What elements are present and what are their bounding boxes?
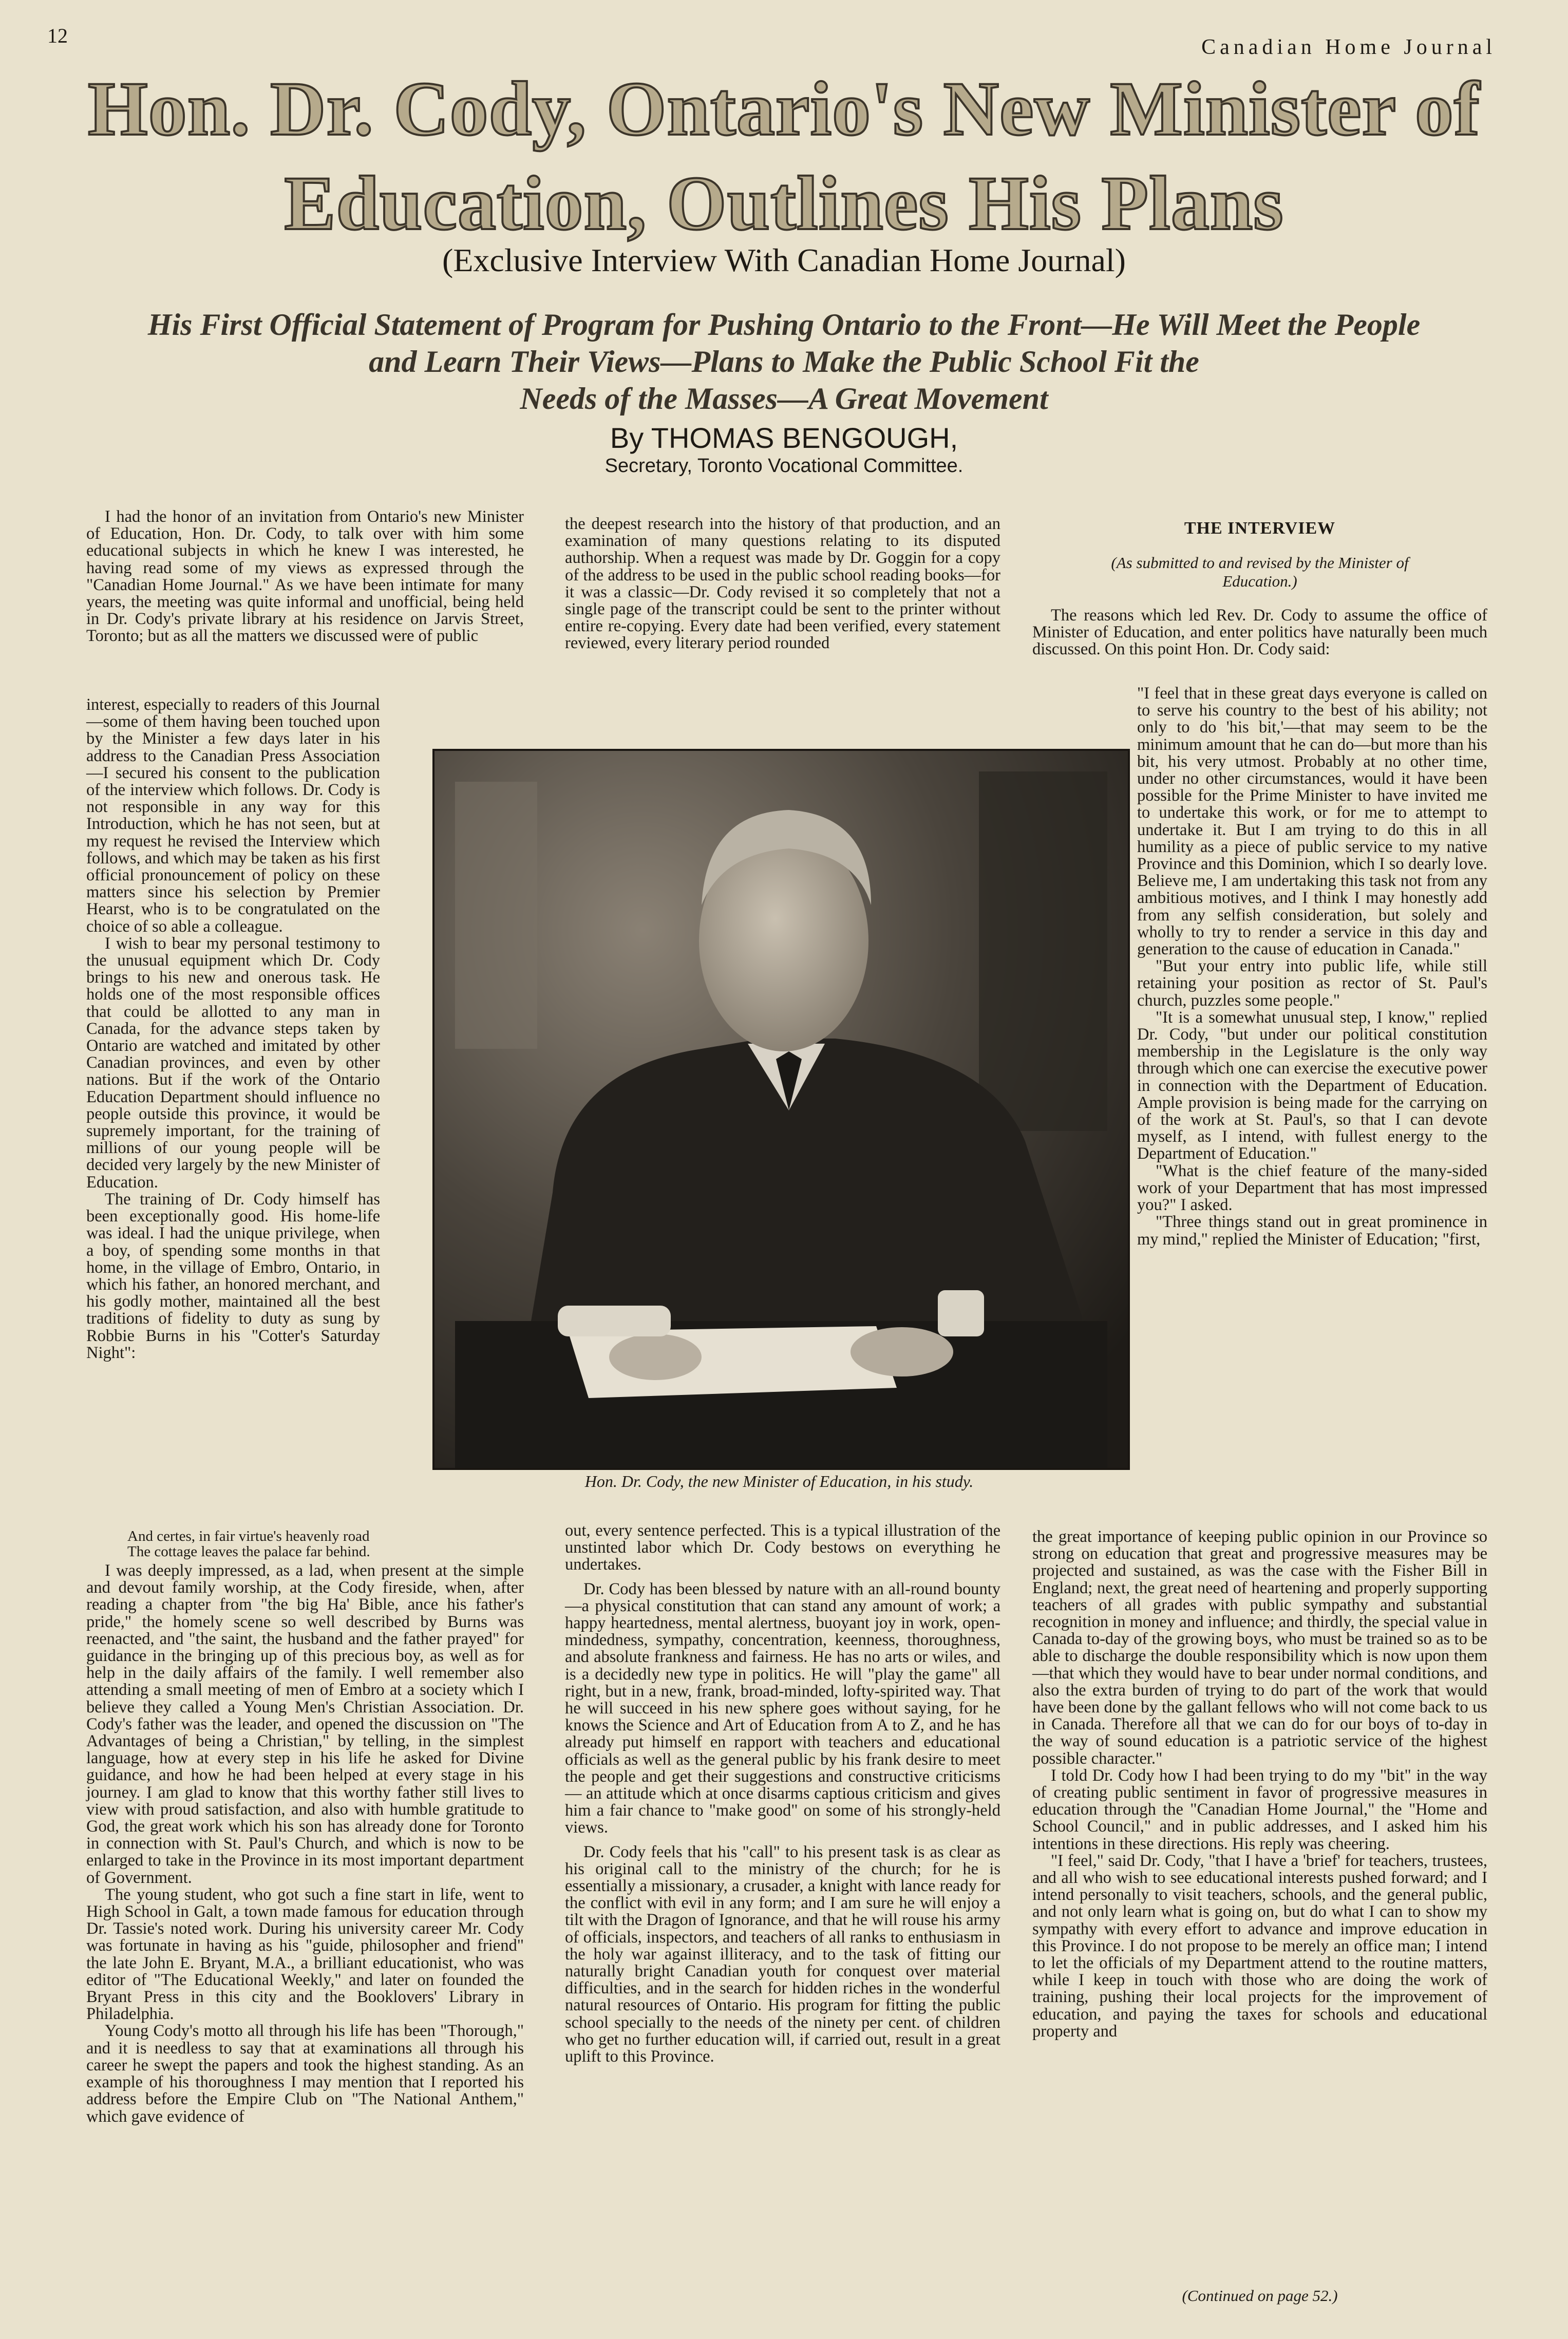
- paragraph: I told Dr. Cody how I had been trying to do my "bit" in the way of creating public sentiment in favor of progressive measures in education through the "Canadian Home Journal," the "Home and School Council," and in public addresses, and I asked him his intentions in these directions. His reply was cheering.: [1032, 1766, 1487, 1853]
- paragraph: out, every sentence perfected. This is a typical illustration of the unstinted labor which Dr. Cody bestows on everything he undertakes.: [565, 1521, 1000, 1574]
- poem-quote: [86, 1529, 565, 1559]
- headline-line-2: Education, Outlines His Plans: [284, 161, 1284, 246]
- portrait-photo: [432, 749, 1130, 1470]
- poem-line: The cottage leaves the palace far behind.: [127, 1543, 370, 1560]
- paragraph: I had the honor of an invitation from Ontario's new Minister of Education, Hon. Dr. Cody, to talk over with him some educational subjects in which he knew I was interested, he having read some of my views as expressed through the "Canadian Home Journal." As we have been intimate for many years, the meeting was quite informal and unofficial, being held in Dr. Cody's private library at his residence on Jarvis Street, Toronto; but as all the matters we discussed were of public: [86, 507, 524, 646]
- paragraph: interest, especially to readers of this Journal—some of them having been touched upon by the Minister a few days later in his address to the Canadian Press Association—I secured his consent to the publication of the interview which follows. Dr. Cody is not responsible in any way for this Introduction, which he has not seen, but at my request he revised the Interview which follows, and which may be taken as his first official pronouncement of policy on these matters since his selection by Premier Hearst, who is to be congratulated on the choice of so able a colleague.: [86, 695, 380, 936]
- paragraph: "I feel," said Dr. Cody, "that I have a 'brief' for teachers, trustees, and all who wish to see educational interests pushed forward; and I intend personally to visit teachers, schools, and the general public, and not only learn what is going on, but do what I can to show my sympathy with every effort to advance and improve education in this Province. I do not propose to be merely an office man; I intend to let the officials of my Department attend to the routine matters, while I keep in touch with those who are doing the work of training, pushing their local projects for the improvement of education, and paying the taxes for schools and educational property and: [1032, 1851, 1487, 2041]
- paragraph: Dr. Cody has been blessed by nature with an all-round bounty—a physical constitution that can stand any amount of work; a happy heartedness, mental alertness, buoyant joy in work, open-mindedness, sympathy, concentration, keenness, thoroughness, and absolute frankness and fairness. He has no arts or wiles, and is a decidedly new type in politics. He will "play the game" all right, but in a new, frank, broad-minded, lofty-spirited way. That he will succeed in his new sphere goes without saying, for he knows the Science and Art of Education from A to Z, and he has already put himself en rapport with teachers and educational officials as well as the general public by his frank desire to meet the people and get their suggestions and constructive criticisms — an attitude which at once disarms captious criticism and gives him a fair chance to "make good" on some of his strongly-held views.: [565, 1579, 1000, 1837]
- poem-line: And certes, in fair virtue's heavenly road: [127, 1528, 370, 1544]
- paragraph: "Three things stand out in great prominence in my mind," replied the Minister of Education; "first,: [1137, 1213, 1487, 1249]
- column-2-top: [565, 516, 1000, 652]
- paragraph: "I feel that in these great days everyone is called on to serve his country to the best of his ability; not only to do 'his bit,'—that may seem to be the minimum amount that he can do—but more than his bit, his very utmost. Probably at no other time, under no other circumstances, would it have been possible for the Prime Minister to have invited me to undertake this work, or for me to attempt to undertake it. But I am trying to do this in all humility as a piece of public service to my native Province and this Dominion, which I so dearly love. Believe me, I am undertaking this task not from any ambitious motives, and I think I may honestly add from any selfish consideration, but solely and wholly to try to render a service in this day and generation to the cause of education in Canada.": [1137, 684, 1487, 959]
- paragraph: "But your entry into public life, while still retaining your position as rector of St. Paul's church, puzzles some people.": [1137, 957, 1487, 1010]
- note-line: Education.): [1222, 572, 1297, 590]
- paragraph: "What is the chief feature of the many-sided work of your Department that has most impressed you?" I asked.: [1137, 1161, 1487, 1215]
- column-1-bottom: [86, 1562, 524, 2125]
- column-2-bottom: [565, 1522, 1000, 2065]
- paragraph: The young student, who got such a fine start in life, went to High School in Galt, a town made famous for education through Dr. Tassie's noted work. During his university career Mr. Cody was fortunate in having as his "guide, philosopher and friend" the late John E. Bryant, M.A., a brilliant educationist, who was editor of "The Educational Weekly," and later on founded the Bryant Press in this city and the Booklovers' Library in Philadelphia.: [86, 1885, 524, 2024]
- deck-line-3: Needs of the Masses—A Great Movement: [520, 382, 1048, 416]
- interview-note: [1032, 554, 1487, 591]
- column-3-narrow: [1137, 685, 1487, 1248]
- interview-heading: THE INTERVIEW: [1184, 519, 1336, 538]
- paragraph: "It is a somewhat unusual step, I know," replied Dr. Cody, "but under our political constitution membership in the Legislature is the only way through which one can exercise the executive power in connection with the Department of Education. Ample provision is being made for the carrying on of the work at St. Paul's, so that I can devote myself, as I intend, with fullest energy to the Department of Education.": [1137, 1008, 1487, 1163]
- continued-note: (Continued on page 52.): [1182, 2287, 1338, 2305]
- column-3-bottom: [1032, 1529, 1487, 2040]
- page-number: 12: [47, 24, 68, 47]
- deck-line-2: and Learn Their Views—Plans to Make the Public School Fit the: [369, 345, 1199, 379]
- note-line: (As submitted to and revised by the Minister of: [1111, 554, 1409, 572]
- deck-line-1: His First Official Statement of Program for Pushing Ontario to the Front—He Will Meet the People: [147, 308, 1421, 342]
- paragraph: The training of Dr. Cody himself has been exceptionally good. His home-life was ideal. I had the unique privilege, when a boy, of spending some months in that home, in the village of Embro, Ontario, in which his father, an honored merchant, and his godly mother, maintained all the best traditions of fidelity to duty as sung by Robbie Burns in his "Cotter's Saturday Night":: [86, 1190, 380, 1362]
- headline-line-1: Hon. Dr. Cody, Ontario's New Minister of: [88, 66, 1480, 152]
- author-role: Secretary, Toronto Vocational Committee.: [604, 455, 964, 477]
- portrait-illustration: [434, 751, 1128, 1468]
- column-1-narrow: [86, 696, 380, 1362]
- paragraph: the deepest research into the history of that production, and an examination of many questions relating to its disputed authorship. When a request was made by Dr. Goggin for a copy of the address to be used in the public school reading books—for it was a classic—Dr. Cody revised it so completely that not a single page of the transcript could be sent to the printer without entire re-copying. Every date had been verified, every statement reviewed, every literary period rounded: [565, 515, 1000, 653]
- column-1-top: [86, 508, 524, 645]
- paragraph: Dr. Cody feels that his "call" to his present task is as clear as his original call to the ministry of the church; for he is essentially a missionary, a crusader, a knight with lance ready for the conflict with evil in any form; and I am sure he will enjoy a tilt with the Dragon of Ignorance, and that he will rouse his army of officials, inspectors, and teachers of all ranks to enthusiasm in the holy war against illiteracy, and to the task of fitting our naturally bright Canadian youth for conquest over material difficulties, and in the search for hidden riches in the wonderful natural resources of Ontario. His program for fitting the public school specially to the needs of the ninety per cent. of children who get no further education will, if carried out, result in a great uplift to this Province.: [565, 1842, 1000, 2066]
- column-3-top: [1032, 607, 1487, 658]
- photo-caption: Hon. Dr. Cody, the new Minister of Education, in his study.: [584, 1472, 974, 1491]
- paragraph: The reasons which led Rev. Dr. Cody to assume the office of Minister of Education, and enter politics have naturally been much discussed. On this point Hon. Dr. Cody said:: [1032, 606, 1487, 659]
- byline: By THOMAS BENGOUGH,: [610, 422, 958, 454]
- journal-name: Canadian Home Journal: [1201, 35, 1496, 59]
- paragraph: I was deeply impressed, as a lad, when present at the simple and devout family worship, at the Cody fireside, when, after reading a chapter from "the big Ha' Bible, ance his father's pride," the homely scene so well described by Burns was reenacted, and "the saint, the husband and the father prayed" for guidance in the bringing up of this precious boy, as well as for help in the daily affairs of the family. I well remember also attending a small meeting of men of Embro at a society which I believe they called a Young Men's Christian Association. Dr. Cody's father was the leader, and opened the discussion on "The Advantages of being a Christian," by telling, in the simplest language, how at every step in his life he asked for Divine guidance, and how he had been helped at every stage in his journey. I am glad to know that this worthy father still lives to view with proud satisfaction, and also with humble gratitude to God, the great work which his son has already done for Toronto in connection with St. Paul's Church, and which is now to be enlarged to take in the Province in its most important department of Government.: [86, 1561, 524, 1887]
- paragraph: the great importance of keeping public opinion in our Province so strong on education that great and progressive measures may be projected and sustained, as was the case with the Fisher Bill in England; next, the great need of heartening and properly supporting teachers of all grades with public sympathy and substantial recognition in money and influence; and thirdly, the special value in Canada to-day of the growing boys, who must be trained so as to be able to discharge the double responsibility which is now upon them—that which they would have to bear under normal conditions, and also the extra burden of trying to do part of the work that would have been done by the gallant fellows who will not come back to us in Canada. Therefore all that we can do for our boys of to-day in the way of sound education is a patriotic service of the highest possible character.": [1032, 1527, 1487, 1768]
- paragraph: I wish to bear my personal testimony to the unusual equipment which Dr. Cody brings to his new and onerous task. He holds one of the most responsible offices that could be allotted to any man in Canada, for the advance steps taken by Ontario are watched and imitated by other Canadian provinces, and even by other nations. But if the work of the Ontario Education Department should influence no people outside this province, it would be supremely important, for the training of millions of our young people will be decided very largely by the new Minister of Education.: [86, 934, 380, 1192]
- subtitle: (Exclusive Interview With Canadian Home Journal): [442, 242, 1126, 278]
- paragraph: Young Cody's motto all through his life has been "Thorough," and it is needless to say that at examinations all through his career he swept the papers and took the highest standing. As an example of his thoroughness I may mention that I reported his address before the Empire Club on "The National Anthem," which gave evidence of: [86, 2022, 524, 2126]
